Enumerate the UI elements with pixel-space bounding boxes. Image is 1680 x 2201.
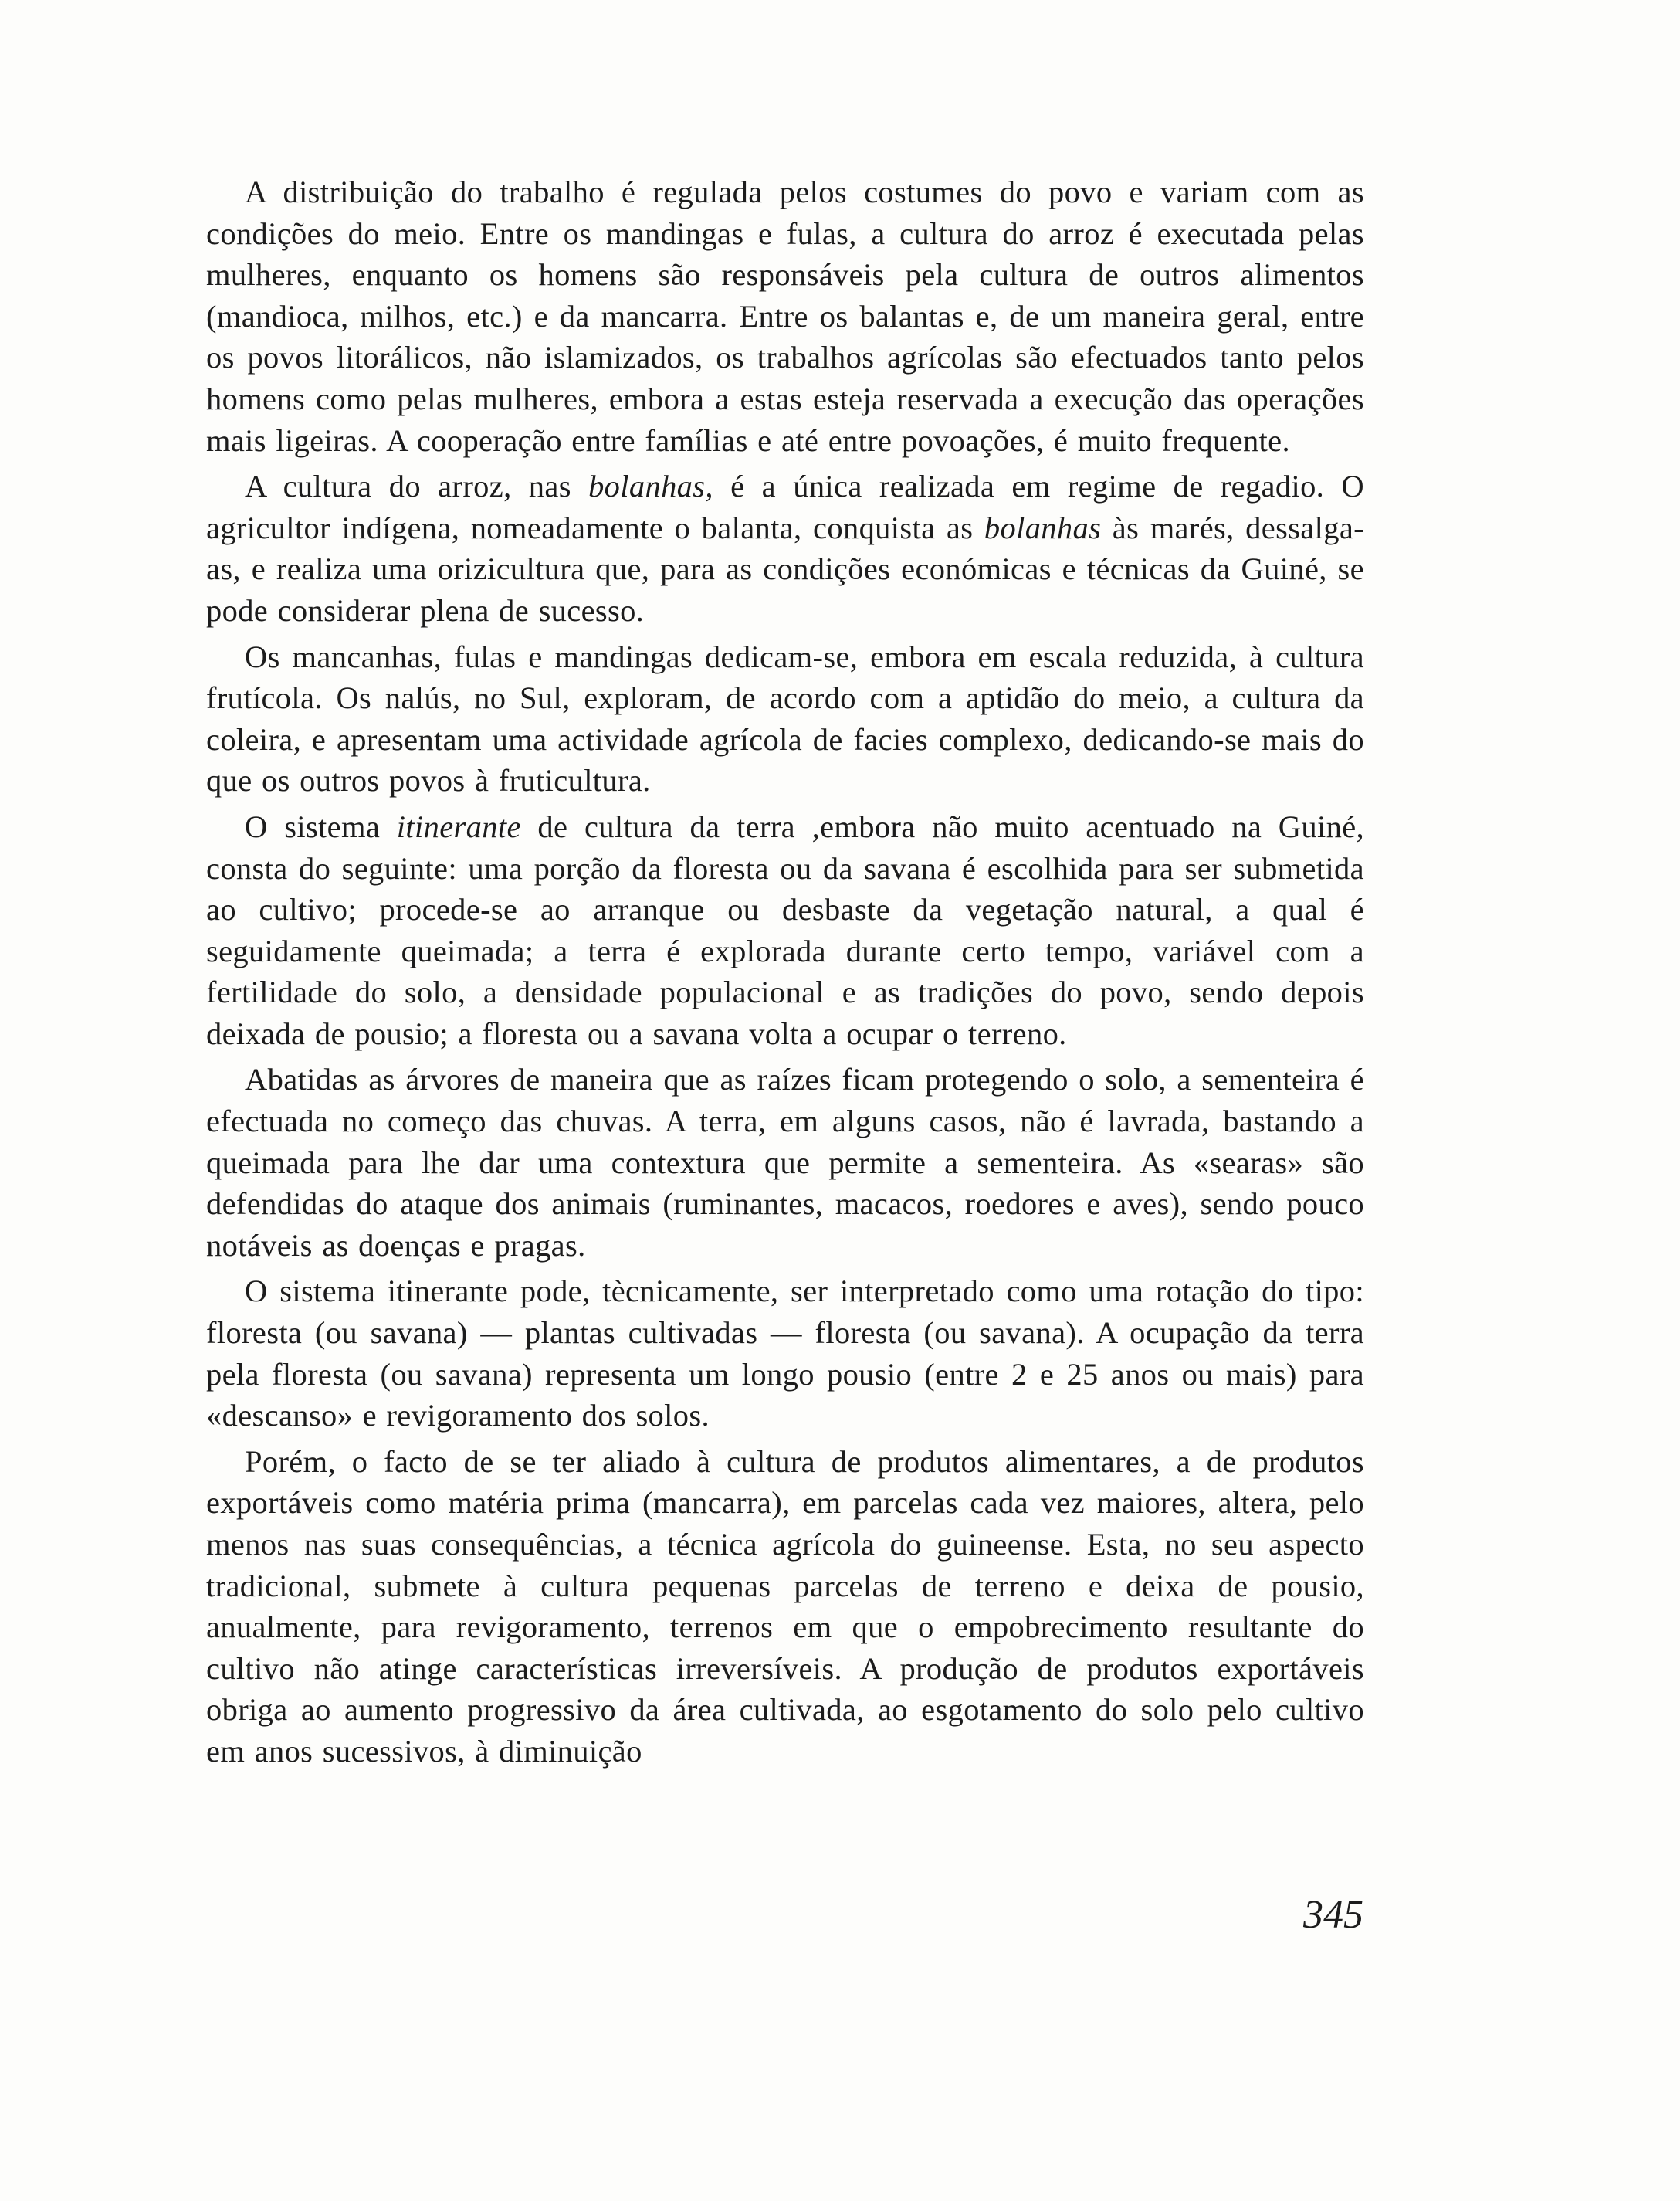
paragraph [206,1059,1364,1266]
paragraph-text: de cultura da terra ,embora não muito acentuado na Guiné, consta do seguinte: uma porção da floresta ou da savana é escolhida para ser submetida ao cultivo; procede-se ao arranque ou desbaste da vegetação natural, a qual é seguidamente queimada; a terra é explorada durante certo tempo, variável com a fertilidade do solo, a densidade populacional e as tradições do povo, sendo depois deixada de pousio; a floresta ou a savana volta a ocupar o terreno. [206,809,1364,1051]
paragraph-text: O sistema [245,809,397,844]
italic-term: bolanhas, [588,469,713,504]
paragraph [206,806,1364,1055]
paragraph-text: A distribuição do trabalho é regulada pelos costumes do povo e variam com as condições do meio. Entre os mandingas e fulas, a cultura do arroz é executada pelas mulheres, enquanto os homens são responsáveis pela cultura de outros alimentos (mandioca, milhos, etc.) e da mancarra. Entre os balantas e, de um maneira geral, entre os povos litorálicos, não islamizados, os trabalhos agrícolas são efectuados tanto pelos homens como pelas mulheres, embora a estas esteja reservada a execução das operações mais ligeiras. A cooperação entre famílias e até entre povoações, é muito frequente. [206,175,1364,458]
body-text [206,171,1364,1777]
paragraph-text: O sistema itinerante pode, tècnicamente, ser interpretado como uma rotação do tipo: floresta (ou savana) — plantas cultivadas — floresta (ou savana). A ocupação da terra pela floresta (ou savana) representa um longo pousio (entre 2 e 25 anos ou mais) para «descanso» e revigoramento dos solos. [206,1273,1364,1433]
paragraph [206,1270,1364,1436]
paragraph [206,171,1364,461]
paragraph-text: às marés, dessalga-as, e realiza uma orizicultura que, para as condições económicas e técnicas da Guiné, se pode considerar plena de sucesso. [206,510,1364,628]
page-number: 345 [1303,1893,1363,1937]
italic-term: bolanhas [984,510,1102,545]
paragraph [206,1441,1364,1772]
paragraph-text: Abatidas as árvores de maneira que as raízes ficam protegendo o solo, a sementeira é efectuada no começo das chuvas. A terra, em alguns casos, não é lavrada, bastando a queimada para lhe dar uma contextura que permite a sementeira. As «searas» são defendidas do ataque dos animais (ruminantes, macacos, roedores e aves), sendo pouco notáveis as doenças e pragas. [206,1062,1364,1263]
paragraph-text: Os mancanhas, fulas e mandingas dedicam-se, embora em escala reduzida, à cultura frutícola. Os nalús, no Sul, exploram, de acordo com a aptidão do meio, a cultura da coleira, e apresentam uma actividade agrícola de facies complexo, dedicando-se mais do que os outros povos à fruticultura. [206,639,1364,799]
paragraph [206,466,1364,631]
italic-term: itinerante [396,809,521,844]
paragraph-text: A cultura do arroz, nas [245,469,589,504]
paragraph [206,636,1364,802]
paragraph-text: Porém, o facto de se ter aliado à cultura de produtos alimentares, a de produtos exportáveis como matéria prima (mancarra), em parcelas cada vez maiores, altera, pelo menos nas suas consequências, a técnica agrícola do guineense. Esta, no seu aspecto tradicional, submete à cultura pequenas parcelas de terreno e deixa de pousio, anualmente, para revigoramento, terrenos em que o empobrecimento resultante do cultivo não atinge características irreversíveis. A produção de produtos exportáveis obriga ao aumento progressivo da área cultivada, ao esgotamento do solo pelo cultivo em anos sucessivos, à diminuição [206,1443,1364,1769]
paragraph-text: é a única realizada em regime de regadio. O agricultor indígena, nomeadamente o balanta, conquista as [206,469,1364,545]
